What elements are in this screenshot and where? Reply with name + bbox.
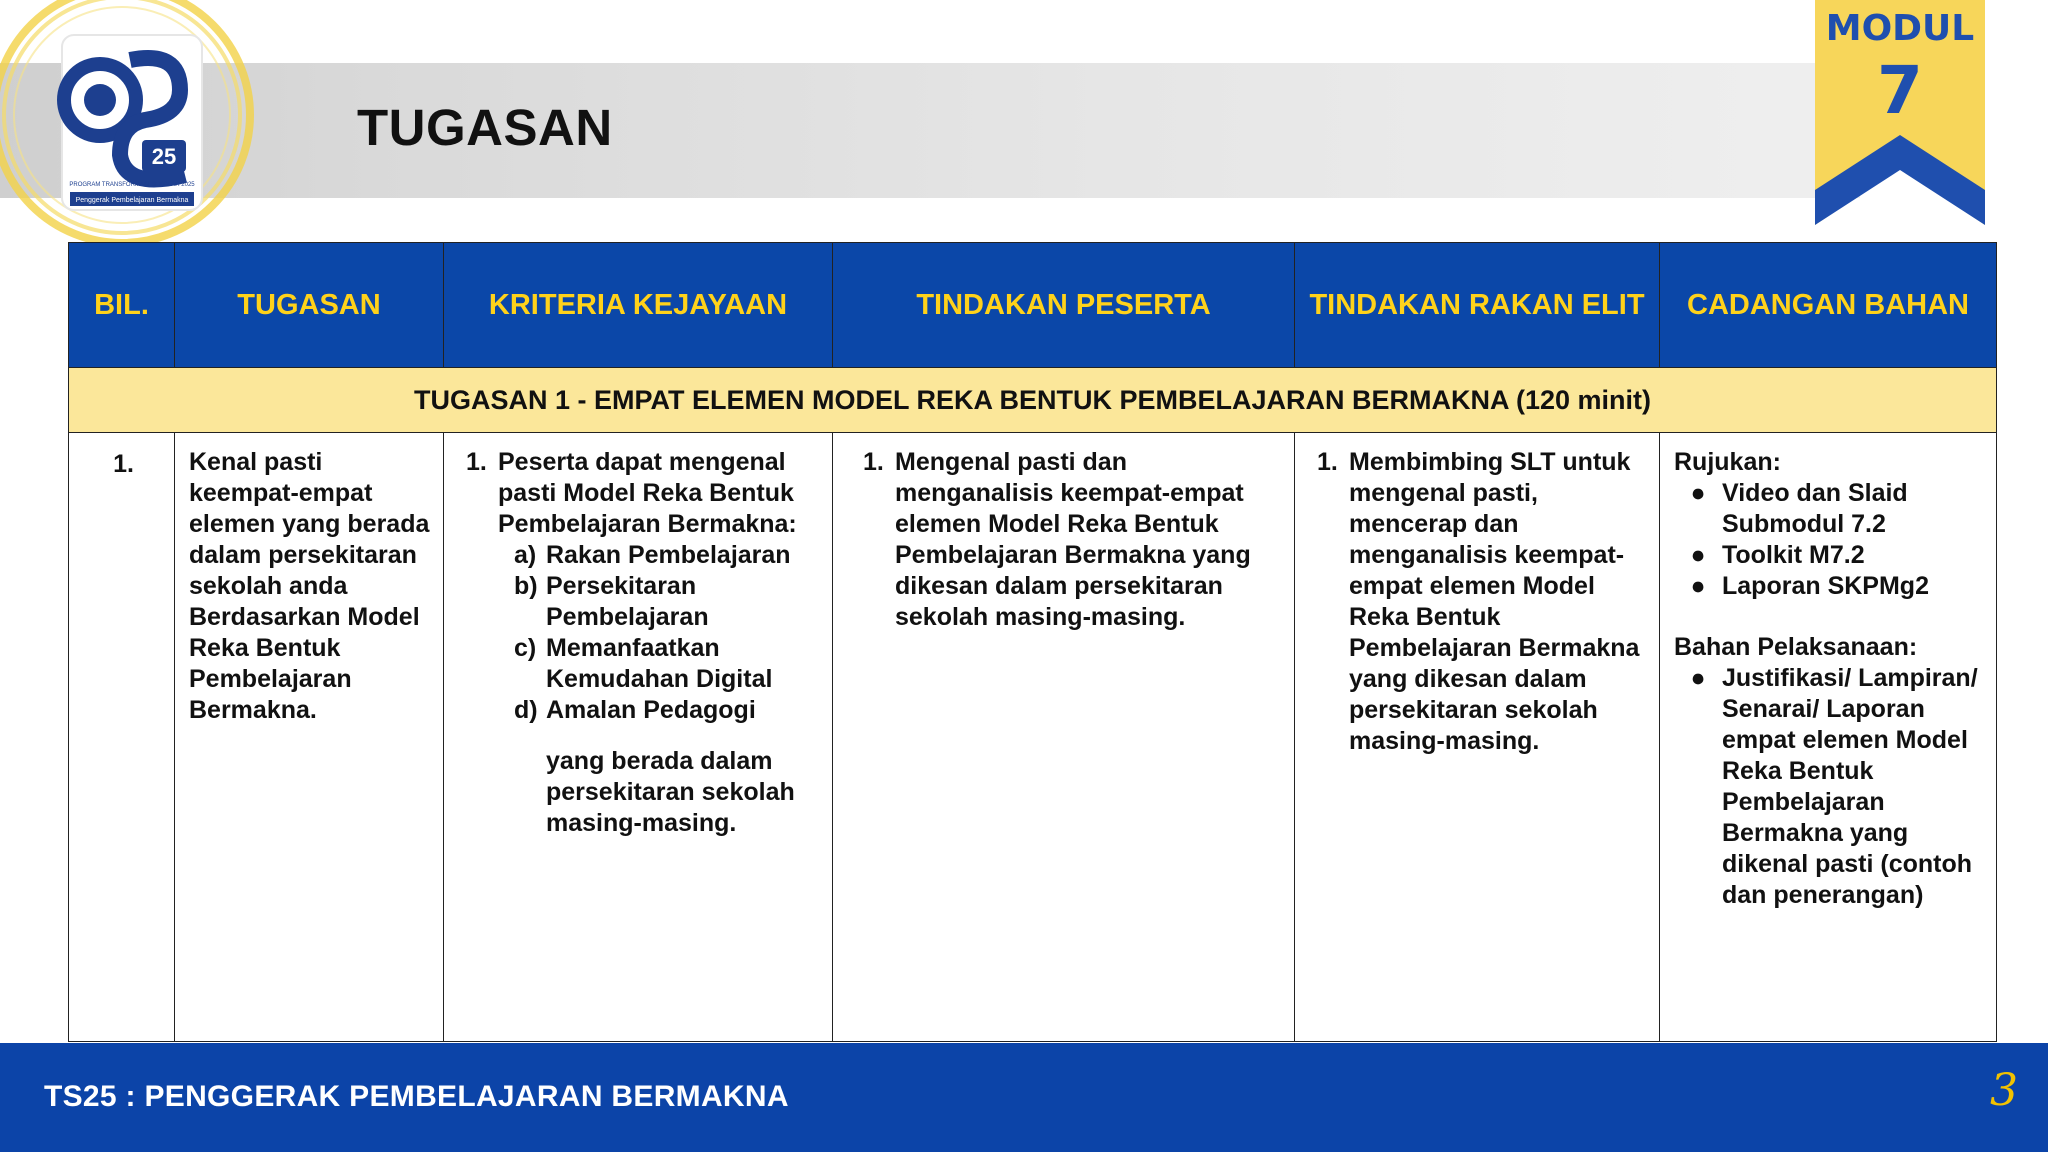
tugasan-text: Kenal pasti keempat-empat elemen yang berada dalam persekitaran sekolah anda Berdasarkan Model Reka Bentuk Pembelajaran Bermakna. bbox=[189, 448, 430, 724]
rakan-text: Membimbing SLT untuk mengenal pasti, mencerap dan menganalisis keempat-empat elemen Model Reka Bentuk Pembelajaran Bermakna yang dikesan dalam persekitaran sekolah masing-masing. bbox=[1349, 448, 1640, 755]
page-title: TUGASAN bbox=[357, 99, 613, 156]
list-item: d) Amalan Pedagogi bbox=[514, 696, 756, 724]
header-tindakan-rakan: TINDAKAN RAKAN ELIT bbox=[1295, 243, 1660, 368]
list-item: ● Justifikasi/ Lampiran/ Senarai/ Laporan empat elemen Model Reka Bentuk Pembelajaran Bermakna yang dikenal pasti (contoh dan penerangan) bbox=[1690, 664, 1978, 909]
cell-tindakan-rakan bbox=[1295, 433, 1660, 1042]
header-cadangan: CADANGAN BAHAN bbox=[1660, 243, 1997, 368]
cell-kriteria bbox=[444, 433, 833, 1042]
task-table bbox=[68, 242, 1997, 1042]
section-title: TUGASAN 1 - EMPAT ELEMEN MODEL REKA BENTUK PEMBELAJARAN BERMAKNA (120 minit) bbox=[69, 368, 1997, 433]
page-number: 3 bbox=[1990, 1065, 2018, 1116]
peserta-text: Mengenal pasti dan menganalisis keempat-empat elemen Model Reka Bentuk Pembelajaran Bermakna yang dikesan dalam persekitaran sekolah masing-masing. bbox=[895, 448, 1251, 631]
cell-tindakan-peserta bbox=[833, 433, 1295, 1042]
list-item: ● Toolkit M7.2 bbox=[1690, 541, 1865, 569]
footer-text: TS25 : PENGGERAK PEMBELAJARAN BERMAKNA bbox=[44, 1080, 789, 1113]
list-item: a) Rakan Pembelajaran bbox=[514, 541, 791, 569]
section-row bbox=[69, 368, 1997, 433]
header-kriteria: KRITERIA KEJAYAAN bbox=[444, 243, 833, 368]
ts25-logo bbox=[0, 0, 300, 280]
rakan-num: 1. bbox=[1317, 448, 1338, 476]
header-tindakan-peserta: TINDAKAN PESERTA bbox=[833, 243, 1295, 368]
table-row bbox=[69, 433, 1997, 1042]
modul-label: MODUL bbox=[1825, 8, 1975, 49]
rujukan-label: Rujukan: bbox=[1674, 448, 1781, 476]
bahan-label: Bahan Pelaksanaan: bbox=[1674, 633, 1918, 661]
logo-subline: PROGRAM TRANSFORMASI SEKOLAH 2025 bbox=[69, 182, 195, 188]
list-item: b) Persekitaran Pembelajaran bbox=[514, 572, 709, 631]
modul-number: 7 bbox=[1877, 52, 1923, 129]
list-item: ● Laporan SKPMg2 bbox=[1690, 572, 1929, 600]
kriteria-intro: Peserta dapat mengenal pasti Model Reka Bentuk Pembelajaran Bermakna: bbox=[498, 448, 797, 538]
list-item: ● Video dan Slaid Submodul 7.2 bbox=[1690, 479, 1908, 538]
cell-tugasan bbox=[175, 433, 444, 1042]
list-item: c) Memanfaatkan Kemudahan Digital bbox=[514, 634, 773, 693]
kriteria-num: 1. bbox=[466, 448, 487, 476]
logo-number: 25 bbox=[151, 144, 177, 169]
header-bil: BIL. bbox=[69, 243, 175, 368]
cell-cadangan bbox=[1660, 433, 1997, 1042]
table-header-row bbox=[69, 243, 1997, 368]
peserta-num: 1. bbox=[863, 448, 884, 476]
cell-bil: 1. bbox=[69, 433, 175, 1042]
header-tugasan: TUGASAN bbox=[175, 243, 444, 368]
kriteria-outro: yang berada dalam persekitaran sekolah masing-masing. bbox=[546, 747, 795, 837]
logo-tagline: Penggerak Pembelajaran Bermakna bbox=[75, 197, 189, 204]
